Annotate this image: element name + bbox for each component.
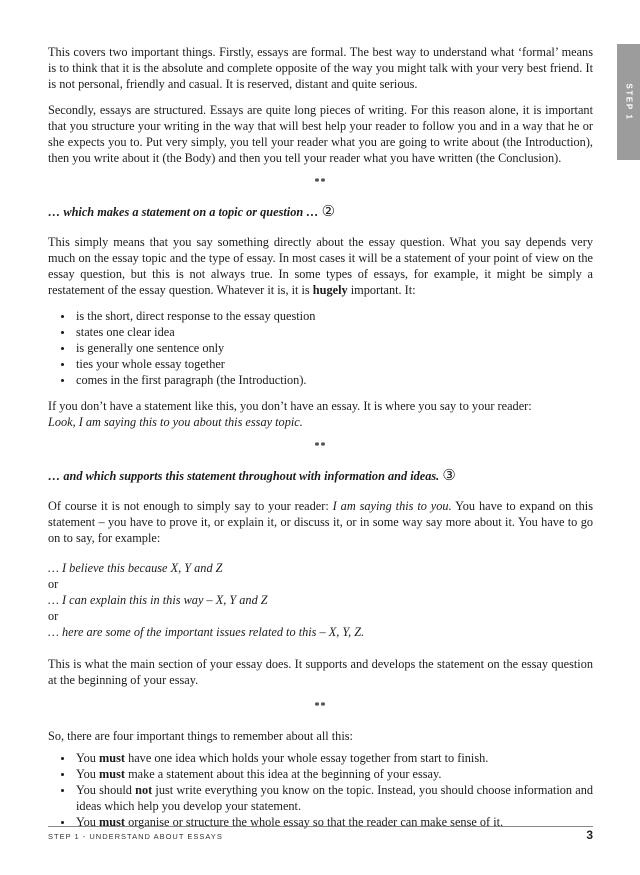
- emphasis-text: hugely: [312, 283, 348, 297]
- page-number: 3: [586, 828, 593, 842]
- section-separator: **: [314, 177, 327, 188]
- paragraph-structured: Secondly, essays are structured. Essays are quite long pieces of writing. For this reason alone, it is important that you structure your writing in the way that will best help your reader to follow you and in a way that he or she expects you to. Put very simply, you tell your reader what you are going to write about (the Introduction), then you write about it (the Body) and then you tell your reader what you have written (the Conclusion).: [48, 103, 593, 165]
- list-item: • comes in the first paragraph (the Introduction).: [74, 372, 593, 388]
- example-line: … I can explain this in this way – X, Y and Z: [48, 593, 268, 607]
- section-heading-supports: [48, 468, 593, 484]
- rules-bullet-list: [48, 750, 593, 830]
- paragraph-four-things: So, there are four important things to remember about all this:: [48, 729, 353, 743]
- paragraph-text: This simply means that you say something directly about the essay question. What you say depends very much on the essay topic and the type of essay. In most cases it will be a statement of your point of view on the essay question, but this is not always true. In some types of essays, for example, it might be simply a restatement of the essay question. Whatever it is, it is: [48, 235, 593, 297]
- paragraph-main-section: This is what the main section of your essay does. It supports and develops the statement on the essay question at the beginning of your essay.: [48, 657, 593, 687]
- list-item: • is the short, direct response to the essay question: [74, 308, 593, 324]
- step-tab: [617, 44, 640, 160]
- footer-running-title: STEP 1 - UNDERSTAND ABOUT ESSAYS: [48, 832, 223, 841]
- paragraph-statement: [48, 234, 593, 298]
- list-item: • is generally one sentence only: [74, 340, 593, 356]
- section-heading-statement: [48, 204, 593, 220]
- heading-text: … which makes a statement on a topic or question …: [48, 205, 322, 219]
- paragraph-formal: This covers two important things. Firstly, essays are formal. The best way to understand what ‘formal’ means is to think that it is the absolute and complete opposite of the way you might talk with your very best friend. It is not personal, friendly and casual. It is reserved, distant and quite serious.: [48, 45, 593, 91]
- paragraph-no-statement: [48, 398, 593, 414]
- list-item: • states one clear idea: [74, 324, 593, 340]
- footer-divider: [48, 826, 593, 827]
- paragraph-text: You have to expand on this statement – you have to prove it, or explain it, or discuss it, or in some way say more about it. You have to go on to say, for example:: [48, 499, 593, 545]
- list-item: • You should not just write everything you know on the topic. Instead, you should choose information and ideas which help you develop your statement.: [74, 782, 593, 814]
- page-body: [48, 44, 593, 840]
- list-item: • You must make a statement about this idea at the beginning of your essay.: [74, 766, 593, 782]
- italic-text: I am saying this to you.: [332, 499, 452, 513]
- example-list: [48, 560, 593, 640]
- statement-bullet-list: [48, 308, 593, 388]
- paragraph-example-quote: Look, I am saying this to you about this essay topic.: [48, 415, 303, 429]
- list-item: • ties your whole essay together: [74, 356, 593, 372]
- paragraph-text: important. It:: [347, 283, 416, 297]
- heading-text: … and which supports this statement throughout with information and ideas.: [48, 469, 443, 483]
- heading-number: ③: [442, 468, 456, 484]
- paragraph-text: Of course it is not enough to simply say to your reader:: [48, 499, 333, 513]
- paragraph-text: If you don’t have a statement like this, you don’t have an essay. It is where you say to your reader:: [48, 399, 532, 413]
- example-or: or: [48, 577, 59, 591]
- example-line: … I believe this because X, Y and Z: [48, 561, 223, 575]
- list-item: • You must have one idea which holds your whole essay together from start to finish.: [74, 750, 593, 766]
- heading-number: ②: [321, 204, 336, 220]
- list-item: • You must organise or structure the whole essay so that the reader can make sense of it.: [74, 814, 593, 830]
- step-tab-label: STEP 1: [624, 83, 633, 121]
- example-or: or: [48, 609, 59, 623]
- section-separator: **: [314, 701, 327, 712]
- example-line: … here are some of the important issues related to this – X, Y, Z.: [48, 625, 365, 639]
- paragraph-expand: [48, 498, 593, 546]
- section-separator: **: [314, 441, 327, 452]
